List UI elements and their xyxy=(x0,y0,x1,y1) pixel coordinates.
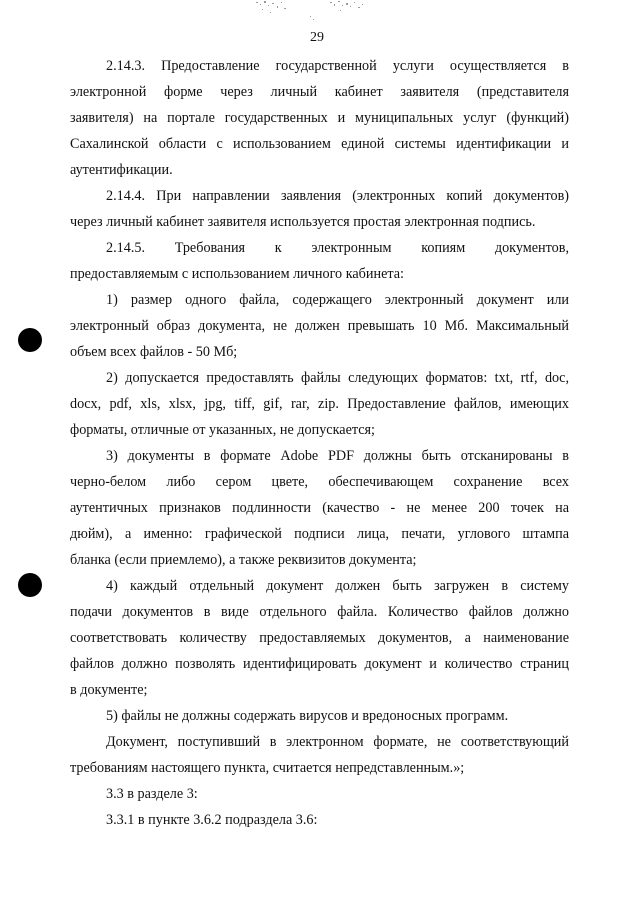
list-item-3-line: бланка (если приемлемо), а также реквизитов документа; xyxy=(70,552,417,568)
paragraph-2-14-4-line: через личный кабинет заявителя используется простая электронная подпись. xyxy=(70,214,536,230)
list-item-4-line: в документе; xyxy=(70,682,148,698)
list-item-4-line: файлов должно позволять идентифицировать документ и количество страниц xyxy=(70,656,569,672)
list-item-1-line: электронный образ документа, не должен превышать 10 Мб. Максимальный xyxy=(70,318,569,334)
paragraph-2-14-3-line: 2.14.3. Предоставление государственной услуги осуществляется в xyxy=(106,58,569,74)
paragraph-2-14-5-line: предоставляемым с использованием личного кабинета: xyxy=(70,266,404,282)
closing-paragraph-line: требованиям настоящего пункта, считается непредставленным.»; xyxy=(70,760,465,776)
list-item-4-line: подачи документов в виде отдельного файла. Количество файлов должно xyxy=(70,604,569,620)
page-number: 29 xyxy=(310,30,324,45)
list-item-2-line: docx, pdf, xls, xlsx, jpg, tiff, gif, rar, zip. Предоставление файлов, имеющих xyxy=(70,396,569,412)
section-3-3-line: 3.3 в разделе 3: xyxy=(106,786,198,802)
list-item-4-line: соответствовать количеству предоставляемых документов, а наименование xyxy=(70,630,569,646)
list-item-2-line: форматы, отличные от указанных, не допускается; xyxy=(70,422,376,438)
paragraph-2-14-5-line: 2.14.5. Требования к электронным копиям документов, xyxy=(106,240,569,256)
list-item-2-line: 2) допускается предоставлять файлы следующих форматов: txt, rtf, doc, xyxy=(106,370,569,386)
list-item-1-line: 1) размер одного файла, содержащего электронный документ или xyxy=(106,292,569,308)
list-item-3-line: дюйм), а именно: графической подписи лица, печати, углового штампа xyxy=(70,526,569,542)
punch-hole xyxy=(18,573,42,597)
paragraph-2-14-3-line: электронной форме через личный кабинет заявителя (представителя xyxy=(70,84,569,100)
closing-paragraph-line: Документ, поступивший в электронном формате, не соответствующий xyxy=(106,734,569,750)
list-item-3-line: аутентичных признаков подлинности (качество - не менее 200 точек на xyxy=(70,500,569,516)
list-item-3-line: черно-белом либо сером цвете, обеспечивающем сохранение всех xyxy=(70,474,569,490)
section-3-3-1-line: 3.3.1 в пункте 3.6.2 подраздела 3.6: xyxy=(106,812,318,828)
list-item-3-line: 3) документы в формате Adobe PDF должны быть отсканированы в xyxy=(106,448,569,464)
paragraph-2-14-4-line: 2.14.4. При направлении заявления (электронных копий документов) xyxy=(106,188,569,204)
list-item-4-line: 4) каждый отдельный документ должен быть загружен в систему xyxy=(106,578,569,594)
scan-noise-marks xyxy=(250,0,380,22)
paragraph-2-14-3-line: аутентификации. xyxy=(70,162,173,178)
list-item-1-line: объем всех файлов - 50 Мб; xyxy=(70,344,238,360)
punch-hole xyxy=(18,328,42,352)
paragraph-2-14-3-line: заявителя) на портале государственных и муниципальных услуг (функций) xyxy=(70,110,569,126)
paragraph-2-14-3-line: Сахалинской области с использованием единой системы идентификации и xyxy=(70,136,569,152)
list-item-5-line: 5) файлы не должны содержать вирусов и вредоносных программ. xyxy=(106,708,509,724)
